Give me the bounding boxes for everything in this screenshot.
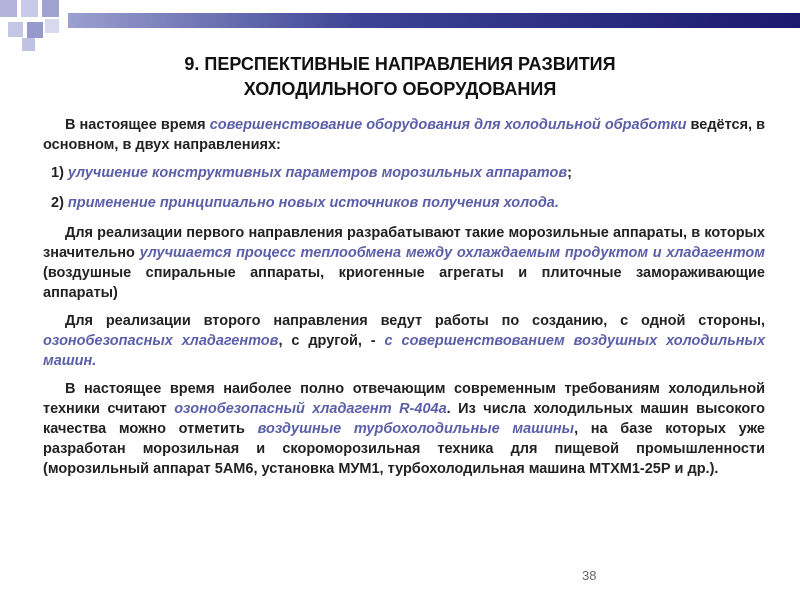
text-run: . Из числа холодильных машин высокого качества можно отметить — [43, 401, 765, 437]
list-item-2 — [43, 193, 765, 213]
list-number: 1) — [51, 165, 68, 181]
decor-square-4 — [8, 22, 23, 37]
title-line-1: 9. ПЕРСПЕКТИВНЫЕ НАПРАВЛЕНИЯ РАЗВИТИЯ — [184, 54, 616, 74]
emphasis-run: озонобезопасный хладагент R-404а — [174, 401, 447, 417]
text-run: В настоящее время наиболее полно отвечающим современным требованиям холодильной техники считают — [43, 381, 765, 417]
list-item-1 — [43, 163, 765, 183]
slide-body — [43, 115, 765, 487]
paragraph-second-direction — [43, 311, 765, 371]
emphasis-run: улучшается процесс теплообмена между охлаждаемым продуктом и хладагентом — [139, 245, 765, 261]
emphasis-run: с совершенствованием воздушных холодильных машин. — [43, 333, 766, 369]
decor-square-3 — [42, 0, 59, 17]
emphasis-run: применение принципиально новых источников получения холода. — [67, 195, 559, 211]
decor-square-1 — [0, 0, 17, 17]
decor-square-2 — [21, 0, 38, 17]
text-run: В настоящее время — [65, 117, 210, 133]
emphasis-run: воздушные турбохолодильные машины — [257, 421, 575, 437]
paragraph-first-direction — [43, 223, 765, 303]
text-run: , с другой, - — [278, 333, 385, 349]
list-number: 2) — [51, 195, 68, 211]
title-line-2: ХОЛОДИЛЬНОГО ОБОРУДОВАНИЯ — [243, 79, 557, 99]
text-run: Для реализации первого направления разрабатывают такие морозильные аппараты, в которых значительно — [43, 225, 765, 261]
decor-square-7 — [22, 38, 35, 51]
header-bar — [68, 13, 800, 28]
slide-title — [100, 52, 700, 102]
emphasis-run: совершенствование оборудования для холодильной обработки — [209, 117, 687, 133]
page-number: 38 — [582, 568, 597, 583]
decor-square-6 — [45, 19, 59, 33]
paragraph-intro — [43, 115, 765, 155]
paragraph-current-state — [43, 379, 765, 479]
emphasis-run: озонобезопасных хладагентов — [43, 333, 279, 349]
text-run: ; — [567, 165, 572, 181]
text-run: ведётся, в основном, в двух направлениях: — [43, 117, 766, 153]
emphasis-run: улучшение конструктивных параметров морозильных аппаратов — [67, 165, 568, 181]
text-run: Для реализации второго направления ведут работы по созданию, с одной стороны, — [65, 313, 765, 329]
text-run: (воздушные спиральные аппараты, криогенные агрегаты и плиточные замораживающие аппараты) — [43, 265, 765, 301]
decor-square-5 — [27, 22, 43, 38]
text-run: , на базе которых уже разработан морозильная и скороморозильная техника для пищевой промышленности (морозильный аппарат 5АМ6, установка МУМ1, турбохолодильная машина МТХМ1-25Р и др.). — [43, 421, 765, 477]
